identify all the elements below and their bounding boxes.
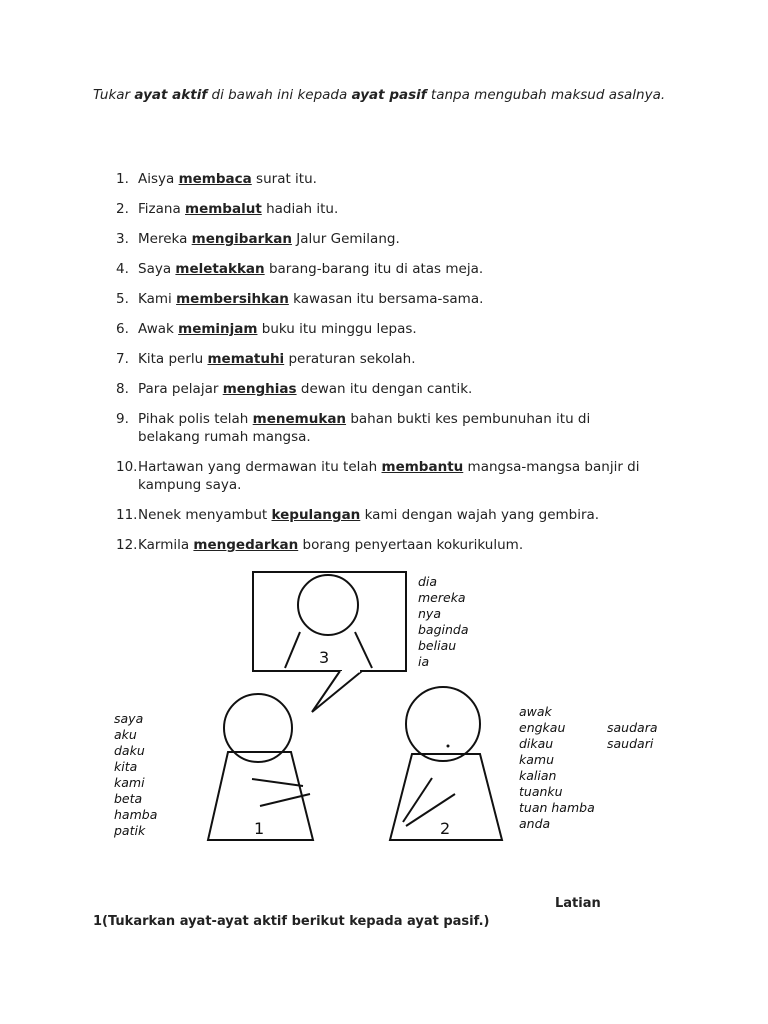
question-verb: membaca	[178, 171, 252, 187]
screen-frame	[253, 572, 406, 671]
question-text: kawasan itu bersama-sama.	[288, 291, 484, 307]
question-text: buku itu minggu lepas.	[257, 321, 417, 337]
question-text: dewan itu dengan cantik.	[296, 381, 473, 397]
question-text: hadiah itu.	[261, 201, 339, 217]
pronoun-second-person: awak	[519, 704, 552, 719]
question-verb: mengibarkan	[191, 231, 292, 247]
person2-dot	[447, 745, 450, 748]
question-text: Saya	[138, 261, 176, 277]
second-person-list	[519, 704, 595, 832]
first-person-list	[114, 711, 157, 839]
question-text: Kita perlu	[138, 351, 208, 367]
question-number: 6.	[116, 321, 129, 337]
question-text: Fizana	[138, 201, 186, 217]
pronoun-first-person: daku	[114, 743, 145, 758]
pronoun-third-person: beliau	[418, 638, 457, 653]
pronoun-third-person: baginda	[418, 622, 469, 637]
question-text: mangsa-mangsa banjir di	[463, 459, 640, 475]
question-verb: menghias	[222, 381, 297, 397]
pronoun-second-person: tuanku	[519, 784, 563, 799]
instruction-bold-active: ayat aktif	[134, 87, 208, 103]
person2-head	[406, 687, 480, 761]
person1-label: 1	[254, 819, 265, 838]
instruction-bold-passive: ayat pasif	[351, 87, 427, 103]
question-text: borang penyertaan kokurikulum.	[298, 537, 524, 553]
question-text: Nenek menyambut	[138, 507, 272, 523]
latian-heading: Latian	[555, 896, 601, 911]
person3-body-right	[355, 632, 372, 668]
question-verb: membalut	[185, 201, 262, 217]
pronoun-third-person: nya	[418, 606, 441, 621]
pronoun-second-person: kamu	[519, 752, 554, 767]
question-text: Jalur Gemilang.	[291, 231, 400, 247]
question-text: Awak	[138, 321, 179, 337]
exercise-title: 1(Tukarkan ayat-ayat aktif berikut kepada ayat pasif.)	[93, 914, 490, 929]
instruction-part: Tukar	[93, 87, 135, 103]
question-text: bahan bukti kes pembunuhan itu di	[346, 411, 591, 427]
question-verb: mematuhi	[207, 351, 285, 367]
pronoun-second-person: tuan hamba	[519, 800, 595, 815]
question-verb: menemukan	[252, 411, 347, 427]
question-text: Aisya	[138, 171, 179, 187]
pronoun-first-person: beta	[114, 791, 143, 806]
question-number: 1.	[116, 171, 129, 187]
instruction-part: tanpa mengubah maksud asalnya.	[426, 87, 666, 103]
second-person-extra-list	[607, 720, 658, 752]
pronoun-first-person: hamba	[114, 807, 158, 822]
question-text: kami dengan wajah yang gembira.	[360, 507, 600, 523]
question-number: 9.	[116, 411, 129, 427]
question-number: 5.	[116, 291, 129, 307]
question-number: 3.	[116, 231, 129, 247]
pronoun-second-person: saudari	[607, 736, 654, 751]
question-continuation: kampung saya.	[138, 477, 242, 493]
question-number: 8.	[116, 381, 129, 397]
speech-tail	[312, 671, 362, 712]
person1-arm-upper	[252, 779, 303, 786]
question-verb: meminjam	[178, 321, 258, 337]
question-text: Kami	[138, 291, 177, 307]
question-text: Pihak polis telah	[138, 411, 253, 427]
question-text: Mereka	[138, 231, 192, 247]
pronoun-first-person: kami	[114, 775, 145, 790]
pronoun-first-person: kita	[114, 759, 138, 774]
question-text: peraturan sekolah.	[284, 351, 416, 367]
pronoun-third-person: mereka	[418, 590, 466, 605]
question-continuation: belakang rumah mangsa.	[138, 429, 311, 445]
question-text: Hartawan yang dermawan itu telah	[138, 459, 382, 475]
pronoun-first-person: aku	[114, 727, 137, 742]
question-number: 4.	[116, 261, 129, 277]
third-person-list	[418, 574, 469, 670]
pronoun-second-person: dikau	[519, 736, 554, 751]
pronoun-second-person: anda	[519, 816, 551, 831]
person3-body-left	[285, 632, 300, 668]
pronoun-third-person: dia	[418, 574, 438, 589]
pronoun-second-person: saudara	[607, 720, 658, 735]
question-text: Karmila	[138, 537, 194, 553]
person2-arm-upper	[403, 778, 432, 822]
person3-head	[298, 575, 358, 635]
question-verb: meletakkan	[175, 261, 265, 277]
pronoun-second-person: engkau	[519, 720, 566, 735]
question-number: 12.	[116, 537, 138, 553]
pronoun-first-person: patik	[114, 823, 146, 838]
question-text: Para pelajar	[138, 381, 223, 397]
question-text: surat itu.	[251, 171, 317, 187]
question-verb: mengedarkan	[193, 537, 299, 553]
pronoun-second-person: kalian	[519, 768, 557, 783]
question-text: barang-barang itu di atas meja.	[264, 261, 484, 277]
instruction-part: di bawah ini kepada	[207, 87, 352, 103]
pronoun-third-person: ia	[418, 654, 430, 669]
pronoun-first-person: saya	[114, 711, 144, 726]
question-verb: membersihkan	[176, 291, 289, 307]
question-number: 11.	[116, 507, 138, 523]
person2-label: 2	[440, 819, 451, 838]
question-number: 10.	[116, 459, 138, 475]
question-verb: kepulangan	[271, 507, 361, 523]
question-number: 2.	[116, 201, 129, 217]
person3-label: 3	[319, 648, 330, 667]
question-number: 7.	[116, 351, 129, 367]
question-verb: membantu	[381, 459, 464, 475]
